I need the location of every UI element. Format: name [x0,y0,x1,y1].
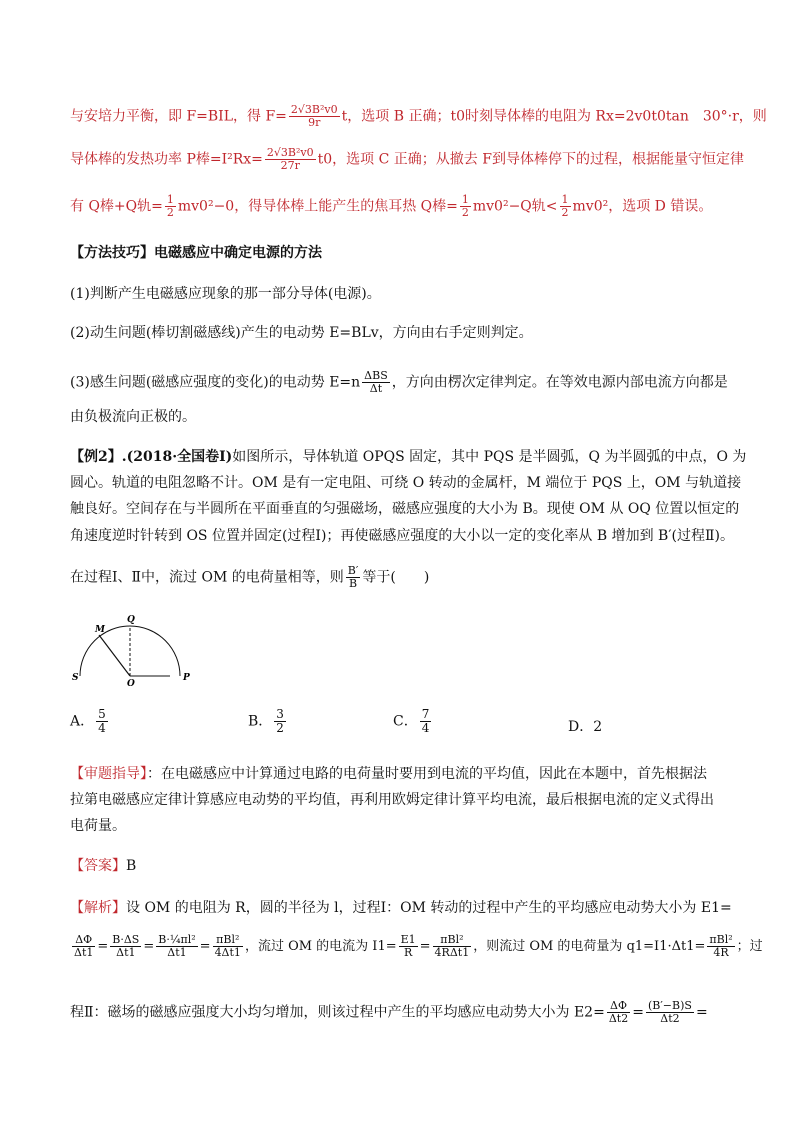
fraction: $\frac{E1}{R}$ [400,933,416,959]
guide-label: 【审题指导】 [70,766,147,782]
guide-line2: 拉第电磁感应定律计算感应电动势的平均值，再利用欧姆定律计算平均电流，最后根据电流的定义式得出 [70,792,714,808]
choice-d[interactable]: D．2 [568,719,603,735]
example-line5: 在过程Ⅰ、Ⅱ中，流过 OM 的电荷量相等，则 $\frac{B'}{B}$ 等于( ) [70,564,430,590]
method-item-2: (2)动生问题(棒切割磁感线)产生的电动势 E=BLv，方向由右手定则判定。 [70,325,533,341]
answer-label: 【答案】 [70,858,126,874]
fraction: $\frac{1}{2}$ [561,193,569,219]
example-line4: 角速度逆时针转到 OS 位置并固定(过程Ⅰ)；再使磁感应强度的大小以一定的变化率从 B 增加到 B′(过程Ⅱ)。 [70,528,734,544]
guide-line1: 【审题指导】：在电磁感应中计算通过电路的电荷量时要用到电流的平均值，因此在本题中，首先根据法 [70,766,707,782]
answer-line [70,856,136,876]
fraction: $\frac{\Delta\Phi}{\Delta t2}$ [608,999,629,1025]
choice-a[interactable]: A． $\frac{5}{4}$ [70,707,106,735]
fraction: $\frac{\text{B·¼πl²}}{\Delta t1}$ [158,933,196,959]
method-item-3: (3)感生问题(磁感应强度的变化)的电动势 E=n $\frac{\text{ΔBS}}{\Delta t}$ ，方向由楞次定律判定。在等效电源内部电流方向都是 [70,369,728,395]
fraction: $\frac{B\cdot\Delta S}{\Delta t1}$ [112,933,140,959]
choice-b[interactable]: B． $\frac{3}{2}$ [248,707,284,735]
fraction: $\frac{\text{2√3B²v0}}{27r}$ [266,146,314,172]
fraction: $\frac{3}{2}$ [276,707,284,735]
fraction: $\frac{\Delta\Phi}{\Delta t1}$ [74,933,94,959]
guide-line3: 电荷量。 [70,818,126,834]
fraction: $\frac{\text{πBl²}}{4R}$ [709,933,733,959]
fraction: $\frac{\text{πBl²}}{\text{4RΔt1}}$ [434,933,470,959]
para1-line2: 导体棒的发热功率 P棒=I²Rx= $\frac{\text{2√3B²v0}}{27r}$ t0，选项 C 正确；从撤去 F到导体棒停下的过程，根据能量守恒定律 [70,146,744,172]
para1-line1: 与安培力平衡，即 F=BIL，得 F= $\frac{\text{2√3B²v0}}{9r}$ t，选项 B 正确；t0时刻导体棒的电阻为 Rx=2v0t0tan 30°·r，则 [70,103,767,129]
choice-c[interactable]: C． $\frac{7}{4}$ [393,707,430,735]
example-line3: 触良好。空间存在与半圆所在平面垂直的匀强磁场，磁感应强度的大小为 B。现使 OM 从 OQ 位置以恒定的 [70,501,740,517]
para1-line3: 有 Q棒+Q轨= $\frac{1}{2}$ mv0²−0，得导体棒上能产生的焦耳热 Q棒= $\frac{1}{2}$ mv0²−Q轨< $\frac{1}{2}$ mv0²，选项 D 错误。 [70,193,713,219]
fraction: $\frac{\text{ΔBS}}{\Delta t}$ [364,369,388,395]
fraction: $\frac{1}{2}$ [461,193,469,219]
label-m: M [95,625,105,635]
method-item-3-cont: 由负极流向正极的。 [70,409,196,425]
fraction: $\frac{\text{2√3B²v0}}{9r}$ [290,103,338,129]
example-source: (2018·全国卷Ⅰ) [126,449,233,465]
analysis-line1: 【解析】设 OM 的电阻为 R，圆的半径为 l，过程Ⅰ：OM 转动的过程中产生的平均感应电动势大小为 E1= [70,900,732,916]
example-line1: 【例2】.(2018·全国卷Ⅰ)如图所示，导体轨道 OPQS 固定，其中 PQS 是半圆弧，Q 为半圆弧的中点，O 为 [70,449,747,465]
label-o: O [127,679,135,688]
fraction: $\frac{7}{4}$ [421,707,430,735]
example-line2: 圆心。轨道的电阻忽略不计。OM 是有一定电阻、可绕 O 转动的金属杆，M 端位于 PQS 上，OM 与轨道接 [70,475,742,491]
label-p: P [183,673,190,683]
method-item-1: (1)判断产生电磁感应现象的那一部分导体(电源)。 [70,286,381,302]
label-s: S [72,673,79,683]
analysis-line3: 程Ⅱ：磁场的磁感应强度大小均匀增加，则该过程中产生的平均感应电动势大小为 E2= $\frac{\Delta\Phi}{\Delta t2}$ = $\frac{(B'-B)S}{\Delta t2}$ = [70,999,708,1025]
analysis-label: 【解析】 [70,900,126,916]
fraction: $\frac{\text{πBl²}}{4\Delta t1}$ [214,933,241,959]
label-q: Q [127,615,135,625]
answer-value: B [126,858,137,874]
analysis-line2: $\frac{\Delta\Phi}{\Delta t1}$ = $\frac{B\cdot\Delta S}{\Delta t1}$ = $\frac{\text{B·¼πl²}}{\Delta t1}$ = $\frac{\text{πBl²}}{4\Delta t1}$ ，流过 OM 的电流为 I1= $\frac{E1}{R}$ = $\frac{\text{πBl²}}{\text{4RΔt1}}$ ，则流过 OM 的电荷量为 q1=I1·Δt1= $\frac{\text{πBl²}}{4R}$ ；过 [74,933,763,959]
fraction: $\frac{5}{4}$ [98,707,106,735]
example-label: 【例2】. [70,449,127,465]
fraction: $\frac{1}{2}$ [166,193,174,219]
rod-om [99,635,130,676]
semicircle-rail-figure [66,608,196,688]
fraction: $\frac{(B'-B)S}{\Delta t2}$ [647,999,692,1025]
fraction: $\frac{B'}{B}$ [347,564,359,590]
method-heading: 【方法技巧】电磁感应中确定电源的方法 [70,245,322,261]
